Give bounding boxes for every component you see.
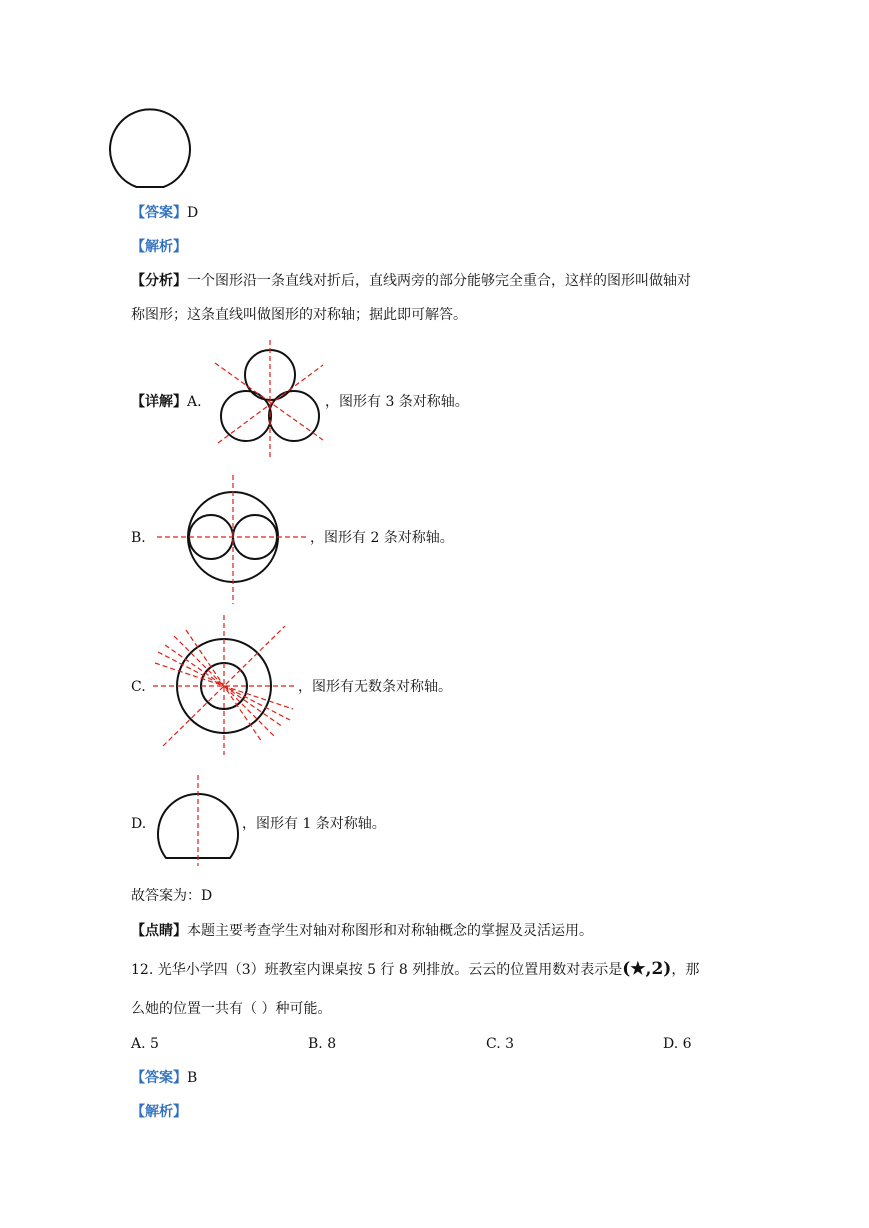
option-d-letter: D. <box>131 816 147 832</box>
analysis-heading: 【解析】 <box>131 239 187 255</box>
detail-a-prefix <box>131 392 202 412</box>
q12-option-c: C. 3 <box>486 1036 515 1052</box>
figure-b-circle-with-two-circles <box>155 475 310 605</box>
q12-option-d: D. 6 <box>663 1036 692 1052</box>
answer-label: 【答案】 <box>131 205 187 221</box>
q12-option-b: B. 8 <box>308 1036 337 1052</box>
top-answer-line <box>131 203 198 223</box>
figure-a-three-circles <box>210 340 330 465</box>
question-12-text: 12. 光华小学四（3）班教室内课桌按 5 行 8 列排放。云云的位置用数对表示是 <box>131 962 623 978</box>
q12-answer-line <box>131 1068 197 1088</box>
q12-answer-label: 【答案】 <box>131 1070 187 1086</box>
option-c-letter: C. <box>131 679 146 695</box>
conclusion-line: 故答案为：D <box>131 888 213 904</box>
number-pair: (★,2) <box>622 959 672 979</box>
detail-b-text: ，图形有 2 条对称轴。 <box>310 530 454 546</box>
option-b-letter: B. <box>131 530 146 546</box>
detail-d-text: ，图形有 1 条对称轴。 <box>242 816 386 832</box>
detail-label: 【详解】 <box>131 394 187 410</box>
question-12-text-end: ，那 <box>671 962 700 978</box>
figure-top-cut-circle <box>130 112 230 192</box>
q12-answer-value: B <box>187 1070 198 1086</box>
question-12-line-1 <box>131 959 699 980</box>
analysis-label: 【分析】 <box>131 273 187 289</box>
answer-value: D <box>187 205 199 221</box>
detail-a-text: ，图形有 3 条对称轴。 <box>325 394 469 410</box>
figure-c-concentric-circles <box>150 615 300 755</box>
comment-label: 【点睛】 <box>131 923 187 939</box>
question-12-line-2: 么她的位置一共有（ ）种可能。 <box>131 1001 332 1017</box>
figure-d-cut-circle <box>150 770 245 870</box>
analysis-line-1 <box>131 271 691 291</box>
comment-text: 本题主要考查学生对轴对称图形和对称轴概念的掌握及灵活运用。 <box>187 923 593 939</box>
q12-option-a: A. 5 <box>131 1036 159 1052</box>
comment-line <box>131 921 593 941</box>
option-a-letter: A. <box>187 394 202 410</box>
q12-analysis-heading: 【解析】 <box>131 1104 187 1120</box>
analysis-text-1: 一个图形沿一条直线对折后，直线两旁的部分能够完全重合，这样的图形叫做轴对 <box>187 273 691 289</box>
analysis-line-2: 称图形；这条直线叫做图形的对称轴；据此即可解答。 <box>131 307 467 323</box>
detail-c-text: ，图形有无数条对称轴。 <box>298 679 452 695</box>
